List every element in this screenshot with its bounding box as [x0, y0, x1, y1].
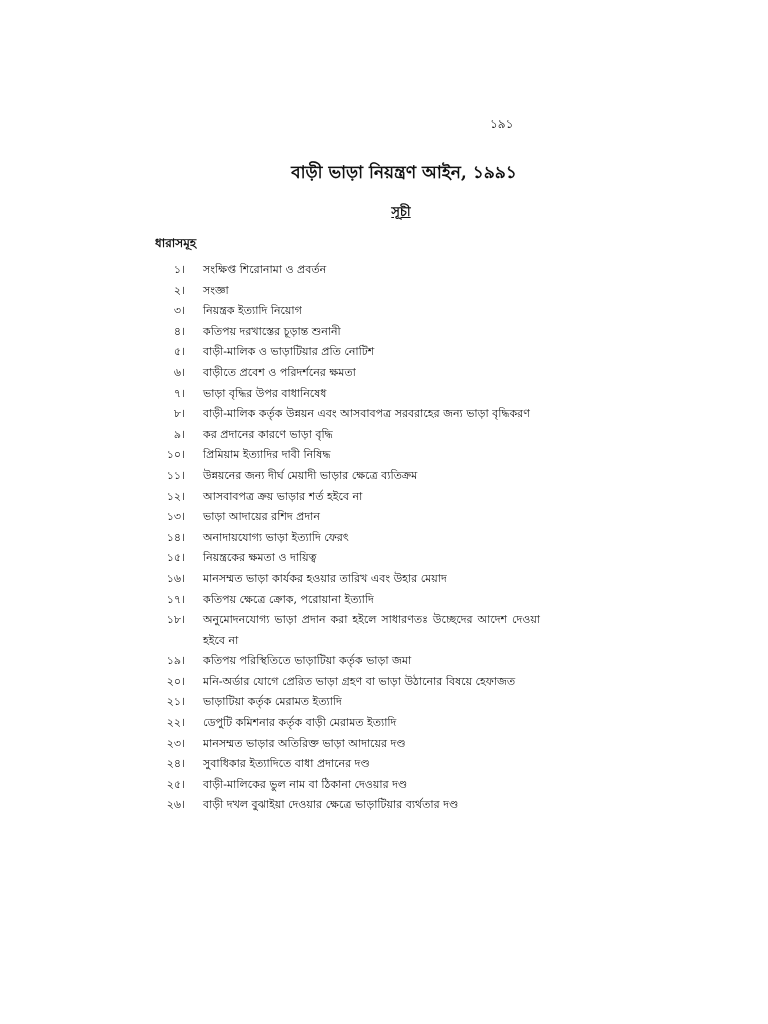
section-entry: [150, 507, 540, 528]
section-number: ১২।: [166, 489, 185, 503]
section-title: মানসম্মত ভাড়ার অতিরিক্ত ভাড়া আদায়ের দণ্ড: [203, 736, 406, 750]
section-title: বাড়ী-মালিক কর্তৃক উন্নয়ন এবং আসবাবপত্র সরবরাহের জন্য ভাড়া বৃদ্ধিকরণ: [203, 407, 530, 421]
section-title: নিয়ন্ত্রকের ক্ষমতা ও দায়িত্ব: [203, 551, 317, 565]
section-entry: [150, 487, 540, 508]
section-number: ৫।: [173, 345, 185, 359]
section-entry: [150, 713, 540, 734]
section-title: সুবাধিকার ইত্যাদিতে বাধা প্রদানের দণ্ড: [203, 757, 370, 771]
section-entry: [150, 734, 540, 755]
section-entry: [150, 548, 540, 569]
section-entry: [150, 692, 540, 713]
section-number: ৭।: [173, 386, 185, 400]
section-entry: [150, 363, 540, 384]
section-number: ২৪।: [166, 757, 185, 771]
section-title: কর প্রদানের কারণে ভাড়া বৃদ্ধি: [203, 427, 333, 441]
section-number: ১৩।: [166, 510, 185, 524]
section-title: মনি-অর্ডার যোগে প্রেরিত ভাড়া গ্রহণ বা ভাড়া উঠানোর বিষয়ে হেফাজত: [203, 674, 516, 688]
section-title: মানসম্মত ভাড়া কার্যকর হওয়ার তারিখ এবং উহার মেয়াদ: [203, 571, 447, 585]
section-number: ২০।: [166, 674, 185, 688]
section-entry: [150, 425, 540, 446]
section-title: বাড়ী দখল বুঝাইয়া দেওয়ার ক্ষেত্রে ভাড়াটিয়ার ব্যর্থতার দণ্ড: [203, 798, 459, 812]
section-title: ভাড়া বৃদ্ধির উপর বাধানিষেধ: [203, 386, 327, 400]
section-number: ১৫।: [166, 551, 185, 565]
section-title: নিয়ন্ত্রক ইত্যাদি নিয়োগ: [203, 304, 302, 318]
section-entry: [150, 404, 540, 425]
section-entry: [150, 672, 540, 693]
section-number: ২৩।: [166, 736, 185, 750]
section-title: উন্নয়নের জন্য দীর্ঘ মেয়াদী ভাড়ার ক্ষেত্রে ব্যতিক্রম: [203, 468, 418, 482]
page-number: ১৯১: [490, 117, 514, 131]
section-number: ৬।: [173, 365, 185, 379]
section-number: ৩।: [173, 304, 185, 318]
section-number: ২৫।: [166, 777, 185, 791]
section-title: প্রিমিয়াম ইত্যাদির দাবী নিষিদ্ধ: [203, 448, 331, 462]
contents-heading: সূচী: [391, 205, 411, 220]
section-number: ১৭।: [166, 592, 185, 606]
section-title: সংজ্ঞা: [203, 283, 229, 297]
section-number: ৯।: [173, 427, 185, 441]
section-entry: [150, 610, 540, 651]
section-entry: [150, 651, 540, 672]
section-entry: [150, 569, 540, 590]
section-number: ১৬।: [166, 571, 185, 585]
section-number: ৮।: [173, 407, 185, 421]
section-number: ২১।: [166, 695, 185, 709]
section-title: ডেপুটি কমিশনার কর্তৃক বাড়ী মেরামত ইত্যাদি: [203, 716, 397, 730]
section-title: সংক্ষিপ্ত শিরোনামা ও প্রবর্তন: [203, 263, 327, 276]
section-number: ১৯।: [166, 654, 185, 668]
section-entry: [150, 281, 540, 302]
section-title: বাড়ী-মালিক ও ভাড়াটিয়ার প্রতি নোটিশ: [203, 345, 375, 359]
section-entry: [150, 260, 540, 281]
section-title: ভাড়া আদায়ের রশিদ প্রদান: [203, 510, 320, 524]
section-entry: [150, 466, 540, 487]
section-number: ১০।: [166, 448, 185, 462]
section-entry: [150, 590, 540, 611]
section-entry: [150, 775, 540, 796]
section-entry: [150, 528, 540, 549]
section-title: কতিপয় ক্ষেত্রে ক্রোক, পরোয়ানা ইত্যাদি: [203, 592, 374, 606]
section-title: বাড়ীতে প্রবেশ ও পরিদর্শনের ক্ষমতা: [203, 365, 356, 379]
section-title: কতিপয় পরিস্থিতিতে ভাড়াটিয়া কর্তৃক ভাড়া জমা: [203, 654, 412, 668]
section-number: ১৮।: [166, 613, 185, 627]
section-number: ২।: [173, 283, 185, 297]
section-title: ভাড়াটিয়া কর্তৃক মেরামত ইত্যাদি: [203, 695, 342, 709]
section-number: ১১।: [166, 468, 185, 482]
section-number: ১।: [173, 263, 185, 276]
sections-list: [150, 260, 540, 816]
section-title: অনুমোদনযোগ্য ভাড়া প্রদান করা হইলে সাধারণতঃ উচ্ছেদের আদেশ দেওয়া হইবে না: [203, 613, 540, 647]
section-entry: [150, 795, 540, 816]
section-entry: [150, 322, 540, 343]
section-entry: [150, 445, 540, 466]
section-title: আসবাবপত্র ক্রয় ভাড়ার শর্ত হইবে না: [203, 489, 363, 503]
section-number: ১৪।: [166, 530, 185, 544]
section-number: ২২।: [166, 716, 185, 730]
section-number: ৪।: [173, 324, 185, 338]
section-entry: [150, 301, 540, 322]
document-title: বাড়ী ভাড়া নিয়ন্ত্রণ আইন, ১৯৯১: [291, 163, 517, 183]
section-number: ২৬।: [166, 798, 185, 812]
section-title: অনাদায়যোগ্য ভাড়া ইত্যাদি ফেরৎ: [203, 530, 349, 544]
section-entry: [150, 384, 540, 405]
section-title: বাড়ী-মালিকের ভুল নাম বা ঠিকানা দেওয়ার দণ্ড: [203, 777, 408, 791]
section-title: কতিপয় দরখাস্তের চূড়ান্ত শুনানী: [203, 324, 341, 338]
section-entry: [150, 754, 540, 775]
sections-heading: ধারাসমূহ: [155, 236, 197, 250]
section-entry: [150, 342, 540, 363]
